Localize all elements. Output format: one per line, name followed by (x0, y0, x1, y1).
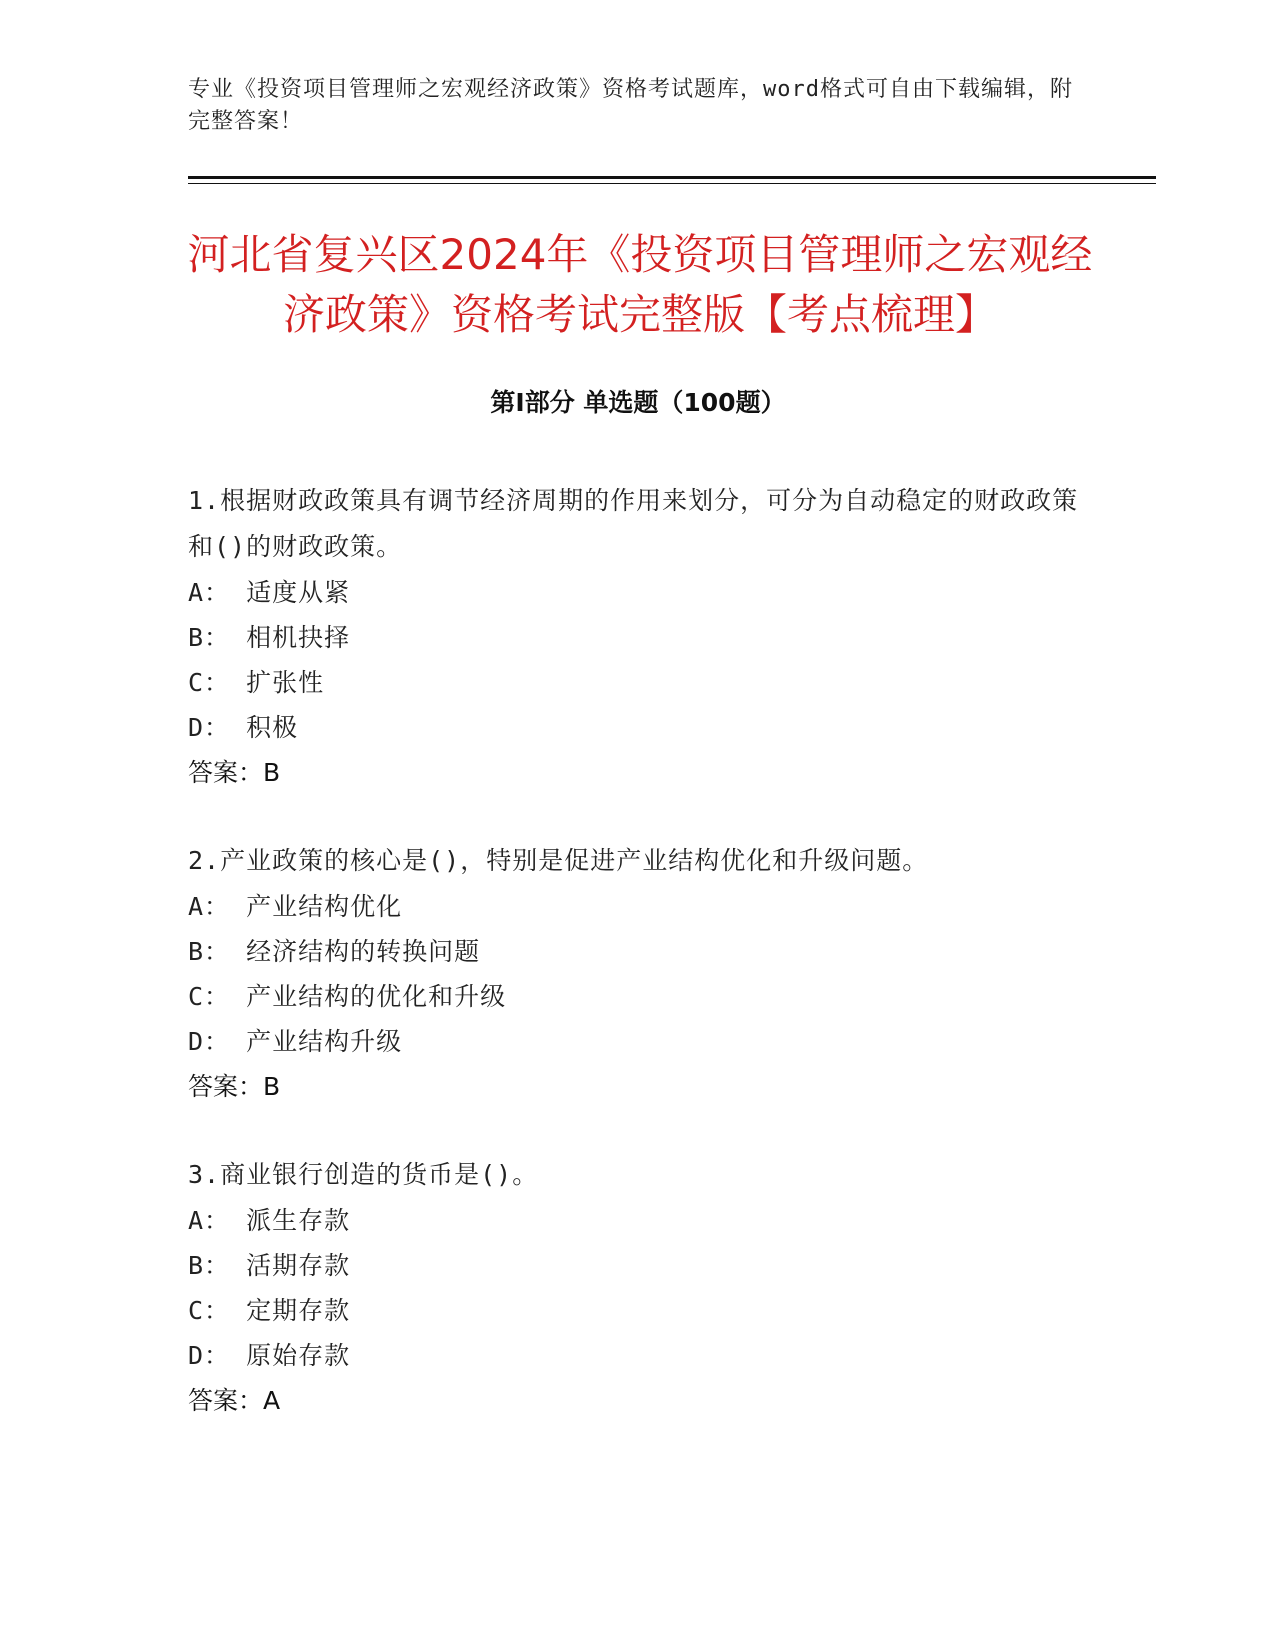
option-d: D： 积极 (188, 713, 299, 742)
option-b: B： 相机抉择 (188, 623, 351, 652)
question-1 (188, 478, 1088, 796)
option-d: D： 原始存款 (188, 1341, 351, 1370)
header-note: 专业《投资项目管理师之宏观经济政策》资格考试题库，word格式可自由下载编辑，附完整答案！ (188, 77, 1073, 134)
question-stem: 2.产业政策的核心是()，特别是促进产业结构优化和升级问题。 (188, 846, 929, 875)
question-stem: 1.根据财政政策具有调节经济周期的作用来划分，可分为自动稳定的财政政策和()的财政政策。 (188, 486, 1079, 561)
option-a: A： 适度从紧 (188, 578, 351, 607)
answer-line: 答案：B (188, 1072, 281, 1101)
option-c: C： 定期存款 (188, 1296, 351, 1325)
question-stem: 3.商业银行创造的货币是()。 (188, 1160, 539, 1189)
header-rule-thick (188, 176, 1156, 179)
option-c: C： 扩张性 (188, 668, 325, 697)
question-list (188, 478, 1088, 1466)
option-c: C： 产业结构的优化和升级 (188, 982, 507, 1011)
option-d: D： 产业结构升级 (188, 1027, 403, 1056)
option-a: A： 派生存款 (188, 1206, 351, 1235)
header-rule-thin (188, 183, 1156, 184)
answer-line: 答案：B (188, 758, 281, 787)
section-title: 第I部分 单选题（100题） (490, 388, 786, 417)
option-a: A： 产业结构优化 (188, 892, 403, 921)
document-title: 河北省复兴区2024年《投资项目管理师之宏观经济政策》资格考试完整版【考点梳理】 (187, 230, 1093, 339)
question-2 (188, 838, 1088, 1110)
option-b: B： 经济结构的转换问题 (188, 937, 481, 966)
answer-line: 答案：A (188, 1386, 281, 1415)
question-3 (188, 1152, 1088, 1424)
option-b: B： 活期存款 (188, 1251, 351, 1280)
